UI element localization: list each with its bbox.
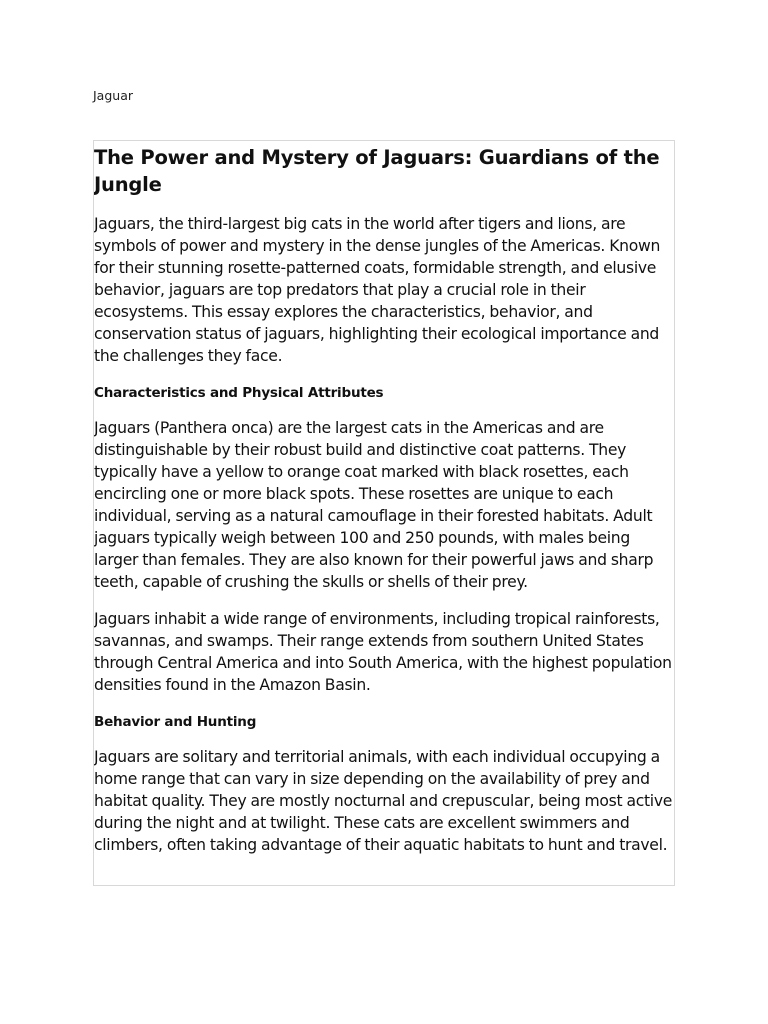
document-label: Jaguar [93, 88, 134, 103]
intro-paragraph: Jaguars, the third-largest big cats in the world after tigers and lions, are symbols of power and mystery in the dense jungles of the Americas. Known for their stunning rosette-patterned coats, formidable strength, and elusive behavior, jaguars are top predators that play a crucial role in their ecosystems. This essay explores the characteristics, behavior, and conservation status of jaguars, highlighting their ecological importance and the challenges they face. [94, 215, 661, 365]
section-heading-characteristics: Characteristics and Physical Attributes [94, 385, 384, 401]
section-heading-behavior: Behavior and Hunting [94, 714, 257, 730]
behavior-paragraph-1: Jaguars are solitary and territorial animals, with each individual occupying a home range that can vary in size depending on the availability of prey and habitat quality. They are mostly nocturnal and crepuscular, being most active during the night and at twilight. These cats are excellent swimmers and climbers, often taking advantage of their aquatic habitats to hunt and travel. [94, 748, 673, 854]
article-container [93, 140, 675, 886]
characteristics-paragraph-1: Jaguars (Panthera onca) are the largest cats in the Americas and are distinguishable by their robust build and distinctive coat patterns. They typically have a yellow to orange coat marked with black rosettes, each encircling one or more black spots. These rosettes are unique to each individual, serving as a natural camouflage in their forested habitats. Adult jaguars typically weigh between 100 and 250 pounds, with males being larger than females. They are also known for their powerful jaws and sharp teeth, capable of crushing the skulls or shells of their prey. [94, 419, 654, 591]
article-title: The Power and Mystery of Jaguars: Guardians of the Jungle [94, 146, 660, 196]
characteristics-paragraph-2: Jaguars inhabit a wide range of environments, including tropical rainforests, savannas, and swamps. Their range extends from southern United States through Central America and into South America, with the highest population densities found in the Amazon Basin. [94, 610, 672, 694]
